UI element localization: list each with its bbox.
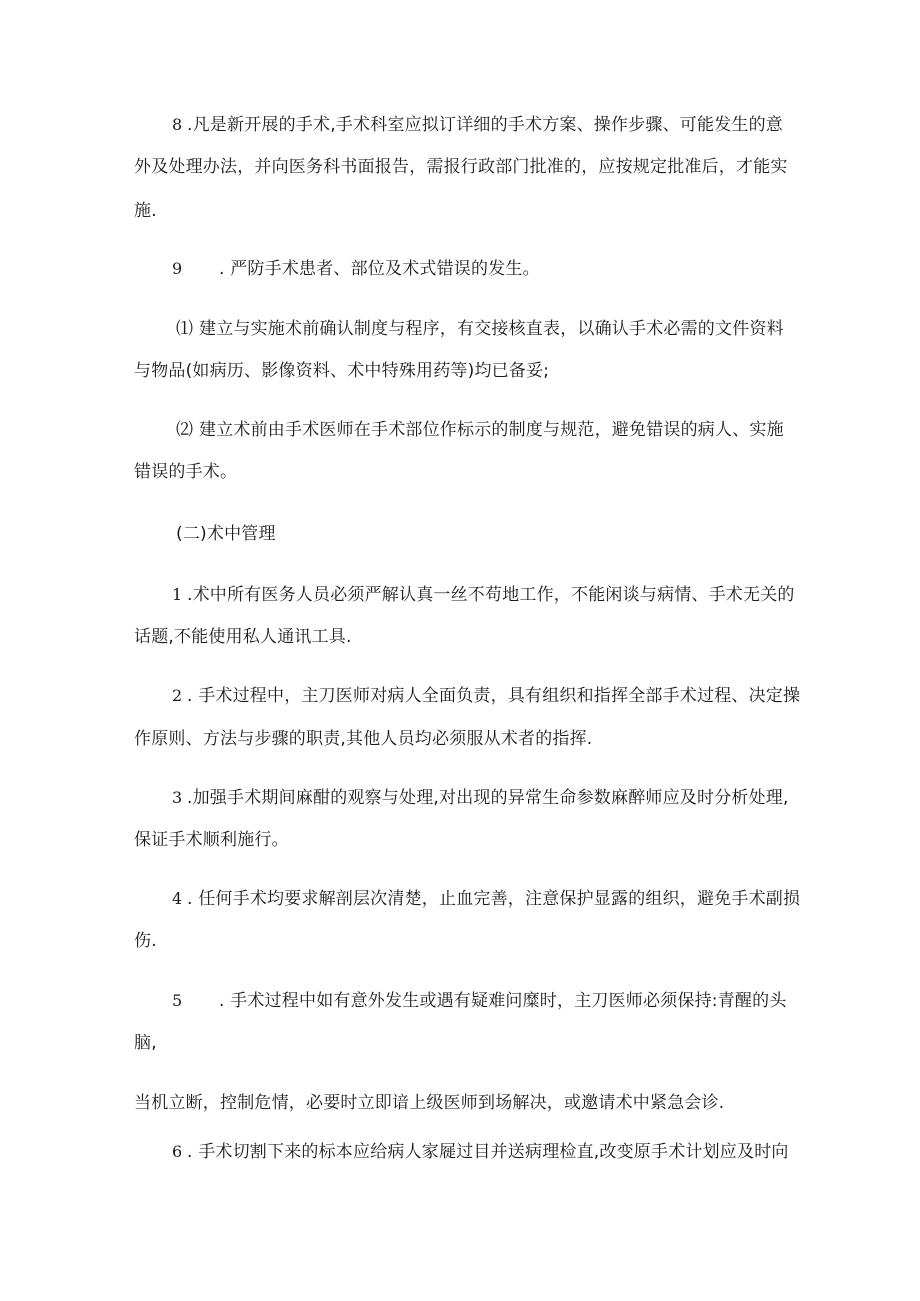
paragraph-1-number: 1: [172, 585, 183, 604]
sub-item-1-number: ⑴: [176, 319, 194, 339]
sub-item-2-line-1: 建立术前由手术医师在手术部位作标示的制度与规范，避免错误的病人、实施: [199, 420, 784, 440]
item-8-line-3: 施.: [134, 201, 157, 221]
item-8-line-1: .凡是新开展的手术,手术科室应拟订详细的手术方案、操作步骤、可能发生的意: [187, 115, 784, 135]
paragraph-2-line-1: . 手术过程中，主刀医师对病人全面负责，具有组织和指挥全部手术过程、决定操: [187, 686, 801, 706]
section-title: (二)术中管理: [176, 524, 276, 544]
paragraph-6-number: 6: [172, 1142, 183, 1161]
sub-item-1-line-1: 建立与实施术前确认制度与程序，有交接核直表，以确认手术必需的文件资料: [199, 319, 784, 339]
paragraph-4-line-1: . 任何手术均要求解剖层次清楚，止血完善，注意保护显露的组织，避免手术副损: [187, 889, 801, 909]
paragraph-5-line-3: 当机立断，控制危情，必要时立即谙上级医师到场解决，或邀请术中紧急会诊.: [134, 1093, 725, 1113]
paragraph-3-line-2: 保证手术顺利施行。: [134, 830, 289, 850]
paragraph-2-number: 2: [172, 686, 183, 705]
paragraph-4-line-2: 伤.: [134, 931, 157, 951]
paragraph-1-line-1: .术中所有医务人员必须严解认真一丝不苟地工作，不能闲谈与病情、手术无关的: [187, 585, 795, 605]
item-8-number: 8: [172, 115, 183, 134]
item-8-line-2: 外及处理办法，并向医务科书面报告，需报行政部门批准的，应按规定批准后，才能实: [134, 157, 788, 177]
paragraph-3-number: 3: [172, 788, 183, 807]
item-9-number: 9: [172, 259, 183, 278]
sub-item-2-number: ⑵: [176, 420, 194, 440]
paragraph-5-number: 5: [172, 991, 183, 1010]
paragraph-4-number: 4: [172, 889, 183, 908]
paragraph-1-line-2: 话题,不能使用私人通讯工具.: [134, 627, 352, 647]
paragraph-3-line-1: .加强手术期间麻酣的观察与处理,对出现的异常生命参数麻醉师应及时分析处理,: [187, 788, 789, 808]
sub-item-2-line-2: 错误的手术。: [134, 462, 238, 482]
paragraph-2-line-2: 作原则、方法与步骤的职责,其他人员均必须服从术者的指挥.: [134, 729, 593, 749]
paragraph-5-line-1: . 手术过程中如有意外发生或遇有疑难问糜时，主刀医师必须保持:青醒的头: [219, 991, 787, 1011]
item-9-line-1: . 严防手术患者、部位及术式错误的发生。: [219, 259, 540, 279]
sub-item-1-line-2: 与物品(如病历、影像资料、术中特殊用药等)均已备妥;: [134, 361, 550, 381]
paragraph-5-line-2: 脑,: [134, 1033, 157, 1053]
paragraph-6-line-1: . 手术切割下来的标本应给病人家屣过目并送病理检直,改变原手术计划应及时向: [187, 1142, 789, 1162]
